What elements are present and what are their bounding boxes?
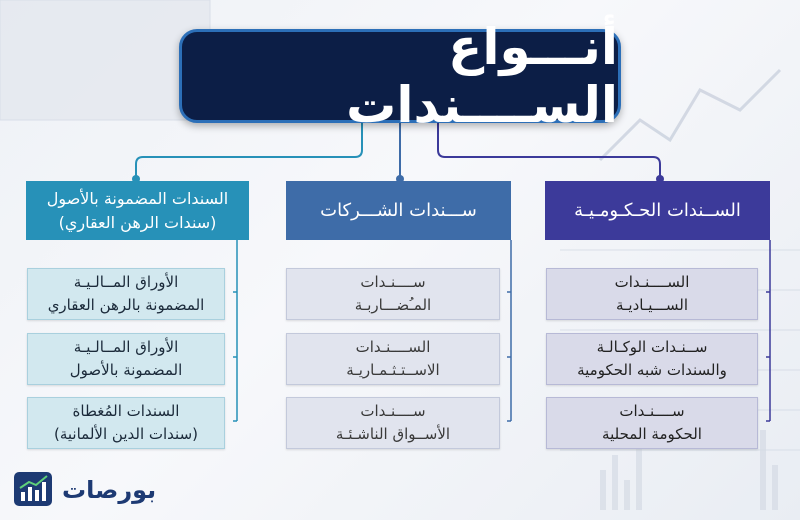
heading-label: ســـندات الشـــركات xyxy=(320,200,477,221)
logo-text: بورصات xyxy=(62,476,157,504)
item-line: المضمونة بالرهن العقاري xyxy=(47,296,205,314)
item-emerging-market-bonds xyxy=(286,397,500,449)
item-line: الأســواق الناشـئـة xyxy=(335,425,451,443)
heading-corporate-bonds xyxy=(286,181,511,240)
item-line: ســــنـدات xyxy=(619,401,685,420)
item-line: المضمونة بالأصول xyxy=(69,361,183,379)
item-line: الســـيـاديـة xyxy=(615,296,689,314)
heading-sublabel: (سندات الرهن العقاري) xyxy=(58,212,217,232)
item-local-government-bonds xyxy=(546,397,758,449)
item-line: الســــنـدات xyxy=(355,337,431,356)
item-covered-bonds xyxy=(27,397,225,449)
heading-government-bonds xyxy=(545,181,770,240)
item-line: المـُضـــاربـة xyxy=(354,296,432,314)
chart-bars-icon xyxy=(12,470,56,510)
item-line: الأوراق المــالـيـة xyxy=(73,272,179,291)
item-line: الســــنـدات xyxy=(614,272,690,291)
heading-label: السندات المضمونة بالأصول xyxy=(46,189,229,209)
item-line: والسندات شبه الحكومية xyxy=(577,361,727,379)
heading-label: الســندات الحـكـومـيـة xyxy=(574,200,741,221)
item-mortgage-backed-securities xyxy=(27,268,225,320)
item-line: ســــنـدات xyxy=(360,401,426,420)
item-line: السندات المُغطاة xyxy=(72,401,180,420)
item-investment-bonds xyxy=(286,333,500,385)
item-line: ســنـدات الوكـالـة xyxy=(596,337,708,356)
item-agency-bonds xyxy=(546,333,758,385)
item-speculative-bonds xyxy=(286,268,500,320)
diagram-title: أنـــواع الســــندات xyxy=(179,29,621,123)
item-asset-backed-securities xyxy=(27,333,225,385)
item-line: (سندات الدين الألمانية) xyxy=(54,425,198,443)
item-line: الحكومة المحلية xyxy=(602,425,702,443)
brand-logo xyxy=(12,468,172,512)
heading-asset-backed-bonds xyxy=(26,181,249,240)
item-line: ســــنـدات xyxy=(360,272,426,291)
item-line: الاســتـثـمـاريـة xyxy=(346,361,440,379)
item-sovereign-bonds xyxy=(546,268,758,320)
item-line: الأوراق المــالـيـة xyxy=(73,337,179,356)
